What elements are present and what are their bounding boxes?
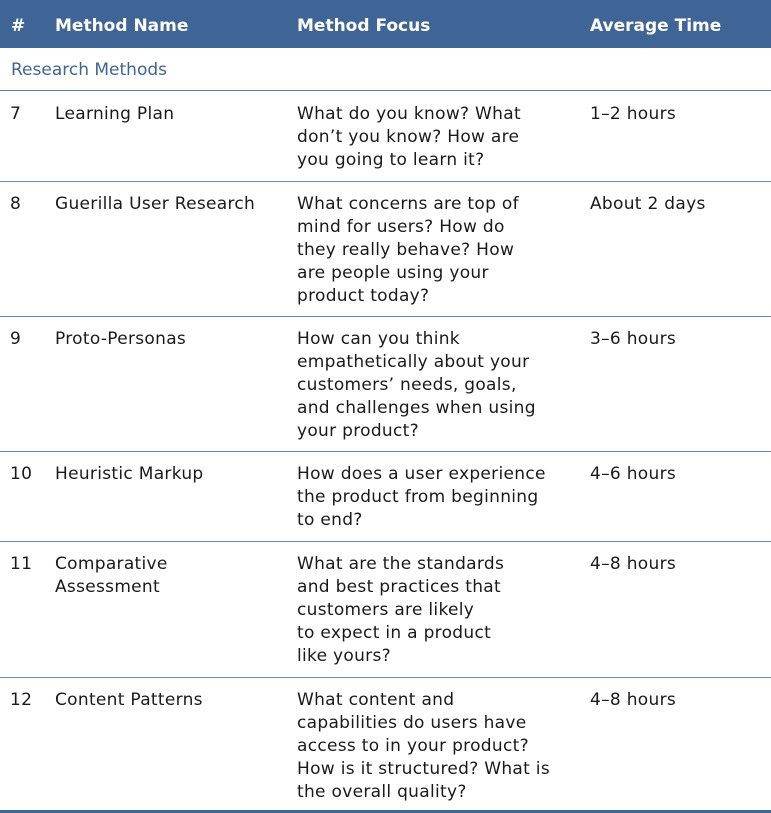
method-focus [297, 553, 504, 668]
row-number: 11 [10, 554, 33, 574]
method-focus-line: mind for users? How do [297, 217, 505, 237]
method-focus-line: What concerns are top of [297, 194, 519, 214]
method-name-line: Heuristic Markup [55, 464, 204, 484]
row-number: 7 [10, 104, 22, 124]
method-focus-line: product today? [297, 286, 430, 306]
method-focus-line: don’t you know? How are [297, 127, 520, 147]
method-focus-line: How does a user experience [297, 464, 546, 484]
method-name-line: Proto-Personas [55, 329, 187, 349]
method-name [55, 553, 168, 599]
method-focus-line: What content and [297, 690, 455, 710]
method-name [55, 463, 204, 486]
method-focus-line: and best practices that [297, 577, 501, 597]
header-number: # [11, 16, 26, 36]
header-average-time: Average Time [590, 16, 722, 36]
method-focus-line: capabilities do users have [297, 713, 527, 733]
average-time: 4–6 hours [590, 464, 677, 484]
method-name [55, 193, 255, 216]
row-number: 9 [10, 329, 22, 349]
method-focus [297, 328, 536, 443]
method-focus-line: like yours? [297, 646, 391, 666]
row-number: 8 [10, 194, 22, 214]
method-focus-line: What are the standards [297, 554, 505, 574]
method-focus-line: to expect in a product [297, 623, 492, 643]
method-focus-line: the product from beginning [297, 487, 539, 507]
method-focus-line: access to in your product? [297, 736, 529, 756]
table-row [0, 541, 771, 678]
method-name-line: Assessment [55, 577, 160, 597]
method-focus-line: and challenges when using [297, 398, 536, 418]
method-focus-line: your product? [297, 421, 419, 441]
average-time: 1–2 hours [590, 104, 677, 124]
method-focus [297, 463, 546, 532]
method-name [55, 689, 203, 712]
method-focus-line: to end? [297, 510, 363, 530]
method-focus-line: customers’ needs, goals, [297, 375, 517, 395]
table-row [0, 181, 771, 317]
method-focus [297, 689, 550, 804]
method-name-line: Comparative [55, 554, 168, 574]
table-row [0, 451, 771, 542]
section-row [0, 48, 771, 91]
average-time: About 2 days [590, 194, 706, 214]
method-name-line: Content Patterns [55, 690, 203, 710]
method-focus-line: How can you think [297, 329, 460, 349]
method-focus-line: are people using your [297, 263, 489, 283]
method-name-line: Guerilla User Research [55, 194, 256, 214]
method-name [55, 328, 186, 351]
method-focus-line: they really behave? How [297, 240, 515, 260]
method-focus-line: the overall quality? [297, 782, 467, 802]
row-number: 10 [10, 464, 33, 484]
method-focus-line: customers are likely [297, 600, 475, 620]
average-time: 4–8 hours [590, 690, 677, 710]
section-label: Research Methods [11, 60, 167, 80]
row-number: 12 [10, 690, 33, 710]
header-method-focus: Method Focus [297, 16, 431, 36]
method-name [55, 103, 174, 126]
method-focus-line: you going to learn it? [297, 150, 485, 170]
average-time: 3–6 hours [590, 329, 677, 349]
method-name-line: Learning Plan [55, 104, 175, 124]
method-focus-line: What do you know? What [297, 104, 521, 124]
method-focus-line: empathetically about your [297, 352, 530, 372]
method-focus-line: How is it structured? What is [297, 759, 550, 779]
table-row [0, 316, 771, 452]
table-row [0, 677, 771, 813]
table-header [0, 0, 771, 48]
method-focus [297, 193, 519, 308]
average-time: 4–8 hours [590, 554, 677, 574]
method-focus [297, 103, 521, 172]
table-row [0, 91, 771, 182]
header-method-name: Method Name [55, 16, 189, 36]
